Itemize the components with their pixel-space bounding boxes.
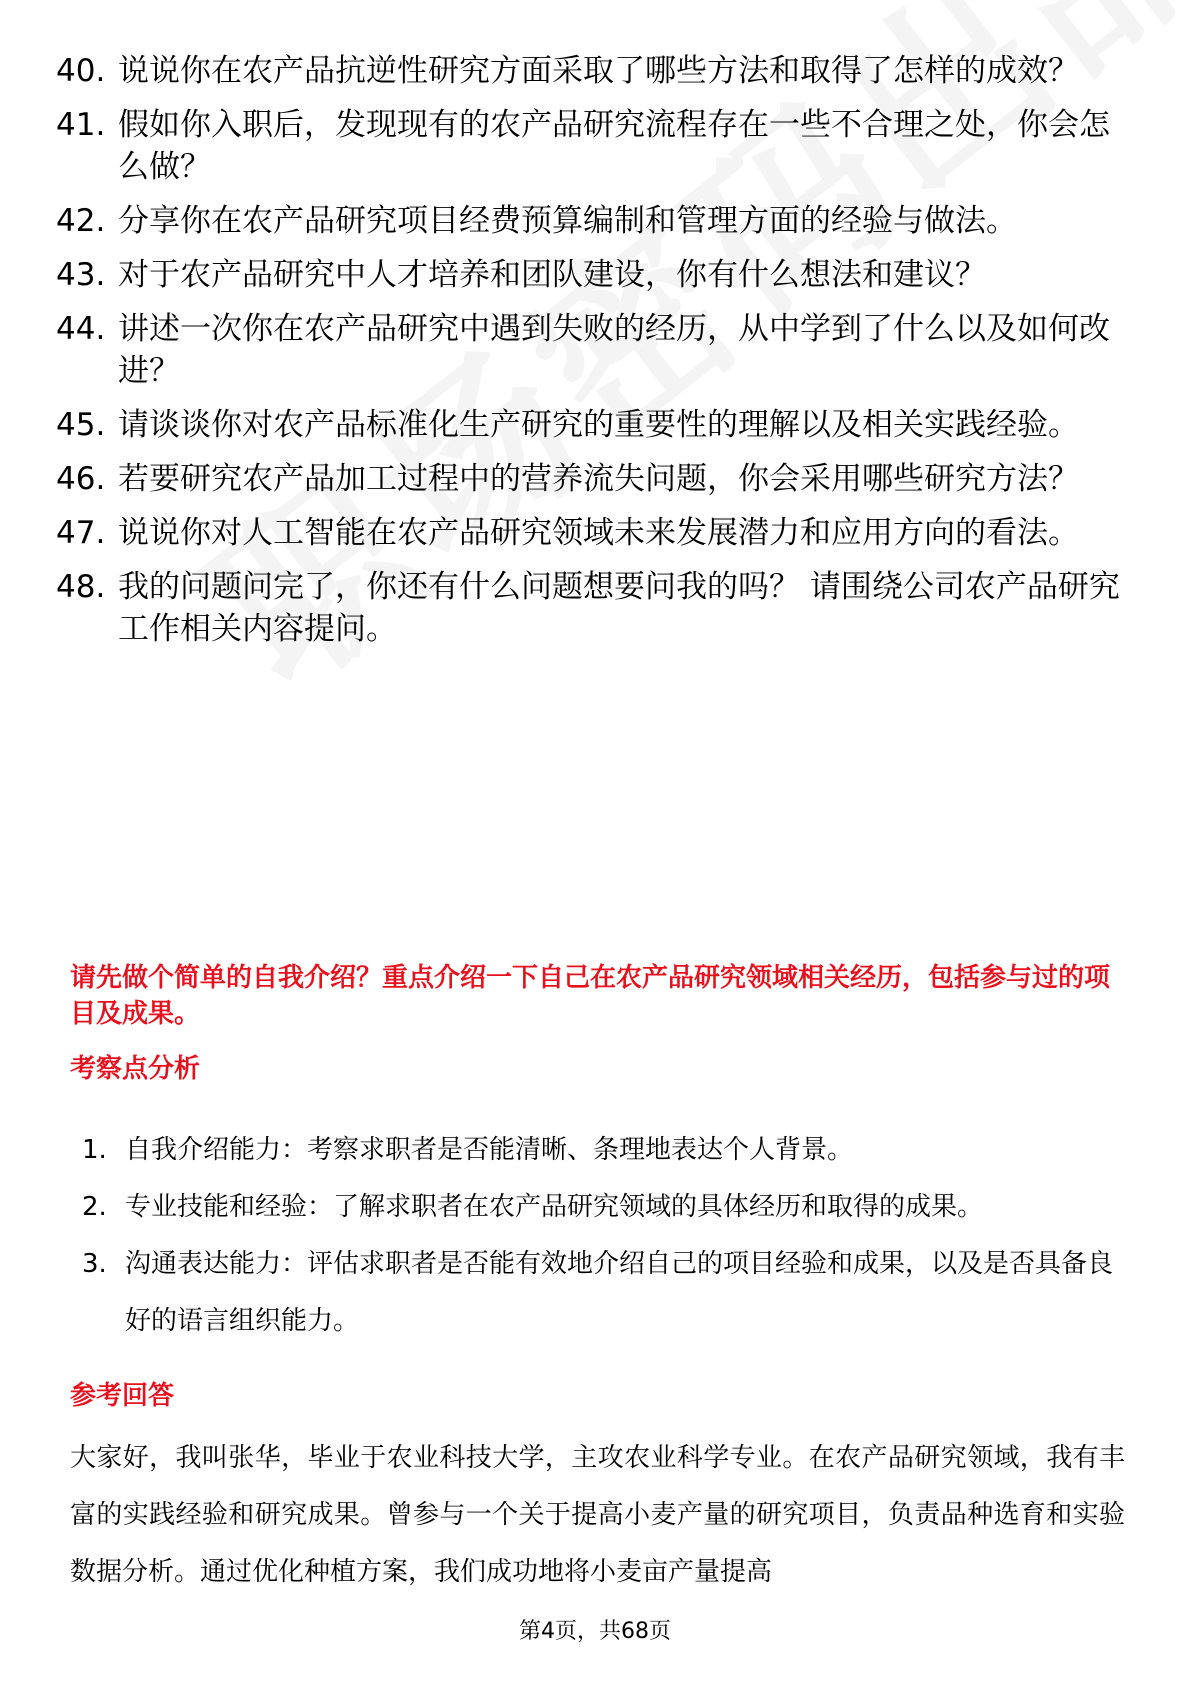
question-text: 我的问题问完了，你还有什么问题想要问我的吗？ 请围绕公司农产品研究工作相关内容提问。: [118, 569, 1120, 647]
question-text: 假如你入职后，发现现有的农产品研究流程存在一些不合理之处，你会怎么做？: [118, 107, 1110, 185]
question-number: 41.: [56, 107, 106, 143]
question-number: 47.: [56, 515, 106, 551]
question-item: [56, 104, 1136, 188]
question-text: 对于农产品研究中人才培养和团队建设，你有什么想法和建议？: [118, 257, 986, 293]
question-number: 45.: [56, 407, 106, 443]
analysis-text: 自我介绍能力：考察求职者是否能清晰、条理地表达个人背景。: [125, 1135, 854, 1165]
analysis-number: 3.: [82, 1249, 107, 1279]
question-item: [56, 50, 1136, 92]
question-item: [56, 200, 1136, 242]
question-text: 说说你在农产品抗逆性研究方面采取了哪些方法和取得了怎样的成效？: [118, 53, 1079, 89]
question-item: [56, 512, 1136, 554]
analysis-number: 2.: [82, 1192, 107, 1222]
question-item: [56, 254, 1136, 296]
question-number: 42.: [56, 203, 106, 239]
question-number: 48.: [56, 569, 106, 605]
question-list: [56, 50, 1136, 662]
answer-paragraph: 大家好，我叫张华，毕业于农业科技大学，主攻农业科学专业。在农产品研究领域，我有丰富的实践经验和研究成果。曾参与一个关于提高小麦产量的研究项目，负责品种选育和实验数据分析。通过优化种植方案，我们成功地将小麦亩产量提高: [70, 1443, 1125, 1587]
question-text: 请谈谈你对农产品标准化生产研究的重要性的理解以及相关实践经验。: [118, 407, 1079, 443]
analysis-list: [82, 1122, 1122, 1350]
question-number: 40.: [56, 53, 106, 89]
analysis-item: [82, 1122, 1122, 1179]
question-text: 讲述一次你在农产品研究中遇到失败的经历，从中学到了什么以及如何改进？: [118, 311, 1110, 389]
question-text: 若要研究农产品加工过程中的营养流失问题，你会采用哪些研究方法？: [118, 461, 1079, 497]
answer-heading: 参考回答: [70, 1381, 175, 1411]
question-text: 分享你在农产品研究项目经费预算编制和管理方面的经验与做法。: [118, 203, 1017, 239]
analysis-number: 1.: [82, 1135, 107, 1165]
page-footer: 第4页，共68页: [519, 1619, 671, 1644]
question-item: [56, 458, 1136, 500]
analysis-text: 沟通表达能力：评估求职者是否能有效地介绍自己的项目经验和成果，以及是否具备良好的语言组织能力。: [125, 1249, 1114, 1336]
question-item: [56, 566, 1136, 650]
analysis-heading: 考察点分析: [70, 1054, 201, 1084]
highlight-question: 请先做个简单的自我介绍？重点介绍一下自己在农产品研究领域相关经历，包括参与过的项目及成果。: [70, 963, 1111, 1029]
analysis-item: [82, 1236, 1122, 1350]
question-number: 44.: [56, 311, 106, 347]
analysis-item: [82, 1179, 1122, 1236]
question-item: [56, 308, 1136, 392]
question-number: 43.: [56, 257, 106, 293]
question-number: 46.: [56, 461, 106, 497]
analysis-text: 专业技能和经验：了解求职者在农产品研究领域的具体经历和取得的成果。: [125, 1192, 984, 1222]
question-text: 说说你对人工智能在农产品研究领域未来发展潜力和应用方向的看法。: [118, 515, 1079, 551]
question-item: [56, 404, 1136, 446]
